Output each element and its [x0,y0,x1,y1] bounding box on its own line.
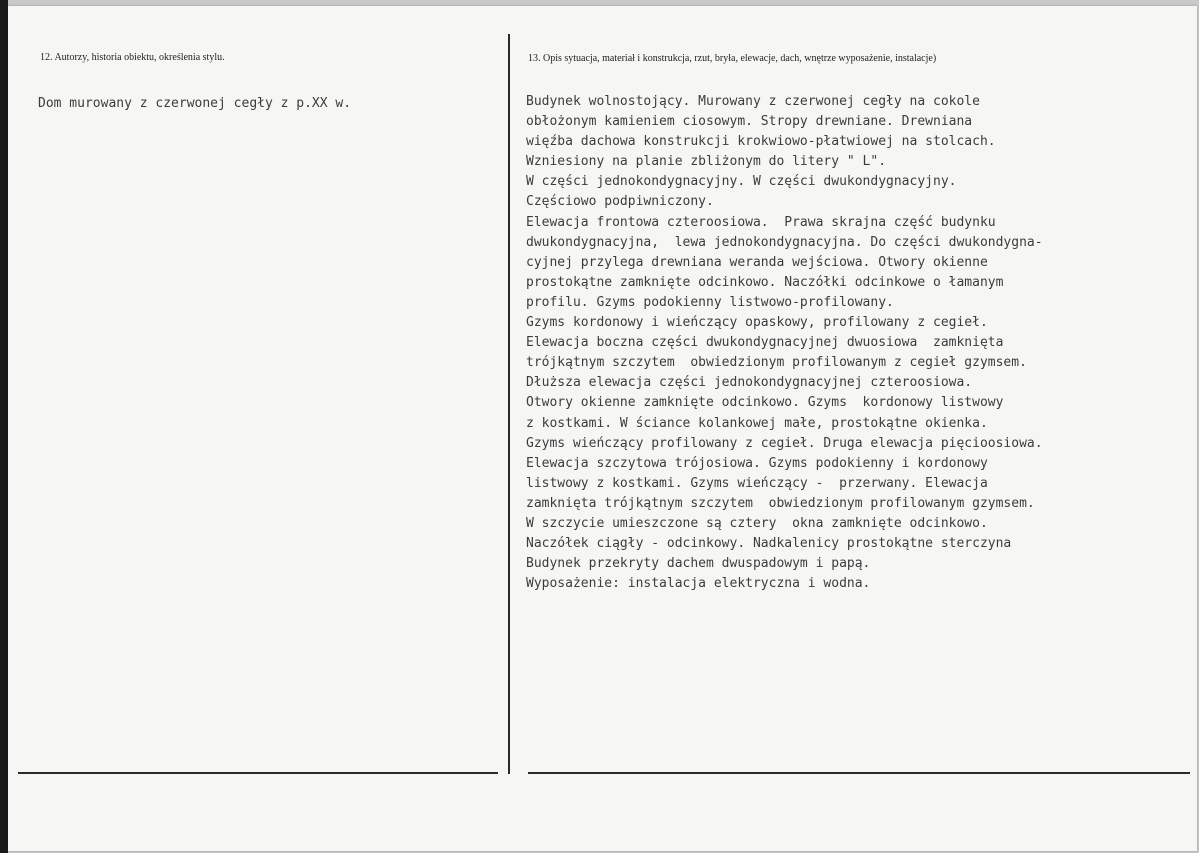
text-line: zamknięta trójkątnym szczytem obwiedzionym profilowanym gzymsem. [526,495,1035,511]
text-line: Elewacja szczytowa trójosiowa. Gzyms podokienny i kordonowy [526,455,988,471]
text-line: Budynek przekryty dachem dwuspadowym i papą. [526,556,871,572]
text-line: W szczycie umieszczone są cztery okna zamknięte odcinkowo. [526,515,988,531]
text-line: Budynek wolnostojący. Murowany z czerwonej cegły na cokole [526,94,980,109]
text-line: Elewacja frontowa czteroosiowa. Prawa skrajna część budynku [526,214,996,230]
text-line: obłożonym kamieniem ciosowym. Stropy drewniane. Drewniana [526,114,973,130]
text-line: dwukondygnacyjna, lewa jednokondygnacyjna. Do części dwukondygna- [526,234,1043,250]
scan-edge [0,0,8,853]
text-line: Otwory okienne zamknięte odcinkowo. Gzyms kordonowy listwowy [526,395,1004,411]
text-line: listwowy z kostkami. Gzyms wieńczący - przerwany. Elewacja [526,475,988,491]
field-12-header: 12. Autorzy, historia obiektu, określenia stylu. [40,52,225,63]
text-line: cyjnej przylega drewniana weranda wejściowa. Otwory okienne [526,254,988,270]
field-13-header: 13. Opis sytuacja, materiał i konstrukcja, rzut, bryła, elewacje, dach, wnętrze wyposażenie, instalacje) [528,53,937,64]
field-13-text [526,92,1191,594]
text-line: Wzniesiony na planie zbliżonym do litery " L". [526,154,887,170]
text-line: W części jednokondygnacyjny. W części dwukondygnacyjny. [526,174,957,190]
text-line: trójkątnym szczytem obwiedzionym profilowanym z cegieł gzymsem. [526,355,1027,371]
text-line: Dłuższa elewacja części jednokondygnacyjnej czteroosiowa. [526,375,973,391]
text-line: Naczółek ciągły - odcinkowy. Nadkalenicy prostokątne sterczyna [526,536,1012,552]
text-line: profilu. Gzyms podokienny listwowo-profilowany. [526,294,894,310]
bottom-rule-left [18,772,498,774]
text-line: Wyposażenie: instalacja elektryczna i wodna. [526,576,871,592]
text-line: Częściowo podpiwniczony. [526,194,714,210]
column-divider [508,34,510,774]
text-line: Gzyms kordonowy i wieńczący opaskowy, profilowany z cegieł. [526,315,988,331]
field-12-text: Dom murowany z czerwonej cegły z p.XX w. [38,96,352,111]
text-line: Gzyms wieńczący profilowany z cegieł. Druga elewacja pięcioosiowa. [526,435,1043,451]
text-line: Elewacja boczna części dwukondygnacyjnej dwuosiowa zamknięta [526,335,1004,351]
bottom-rule-right [528,772,1190,774]
text-line: z kostkami. W ściance kolankowej małe, prostokątne okienka. [526,415,988,431]
text-line: prostokątne zamknięte odcinkowo. Naczółki odcinkowe o łamanym [526,274,1004,290]
text-line: więźba dachowa konstrukcji krokwiowo-płatwiowej na stolcach. [526,134,996,150]
